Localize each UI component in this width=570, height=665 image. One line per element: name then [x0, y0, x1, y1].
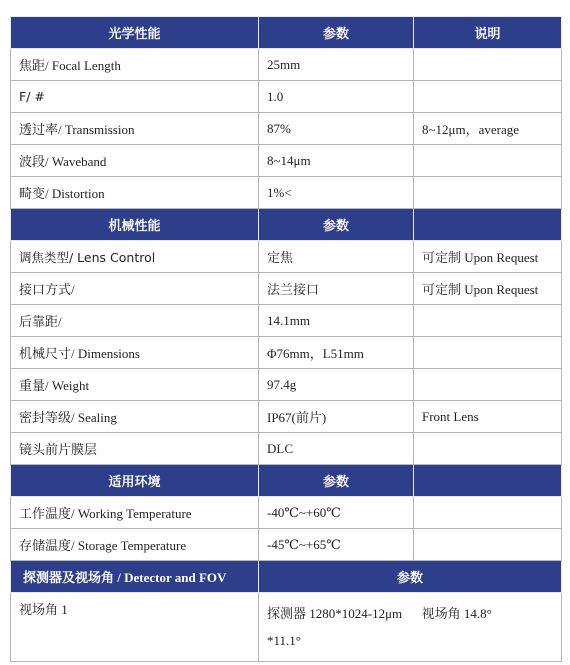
row-name: 调焦类型/ Lens Control [11, 241, 259, 273]
row-value [259, 593, 562, 662]
optical-header-note: 说明 [414, 17, 562, 49]
row-value: 97.4g [259, 369, 414, 401]
row-note [414, 305, 562, 337]
row-note [414, 433, 562, 465]
row-value: 法兰接口 [259, 273, 414, 305]
table-row [11, 401, 562, 433]
table-row [11, 113, 562, 145]
row-name: 接口方式/ [11, 273, 259, 305]
table-row [11, 241, 562, 273]
row-value: 87% [259, 113, 414, 145]
table-row [11, 81, 562, 113]
mechanical-header-row [11, 209, 562, 241]
spec-table [10, 16, 562, 662]
fov-line-1: 探测器 1280*1024-12μm 视场角 14.8° [267, 606, 492, 621]
table-row [11, 529, 562, 561]
row-name: 畸变/ Distortion [11, 177, 259, 209]
row-note: 可定制 Upon Request [414, 241, 562, 273]
table-row [11, 337, 562, 369]
environment-header-row [11, 465, 562, 497]
row-name: 工作温度/ Working Temperature [11, 497, 259, 529]
row-note [414, 529, 562, 561]
row-name: F/ # [11, 81, 259, 113]
table-row [11, 273, 562, 305]
row-value: -45℃~+65℃ [259, 529, 414, 561]
row-value: 1%< [259, 177, 414, 209]
detector-header-name: 探测器及视场角 / Detector and FOV [11, 561, 259, 593]
row-value: DLC [259, 433, 414, 465]
table-row [11, 497, 562, 529]
environment-header-value: 参数 [259, 465, 414, 497]
row-name: 波段/ Waveband [11, 145, 259, 177]
row-value: -40℃~+60℃ [259, 497, 414, 529]
environment-header-name: 适用环境 [11, 465, 259, 497]
row-value: Φ76mm，L51mm [259, 337, 414, 369]
row-name: 存储温度/ Storage Temperature [11, 529, 259, 561]
fov-line-2: *11.1° [267, 633, 301, 648]
row-note [414, 49, 562, 81]
mechanical-header-value: 参数 [259, 209, 414, 241]
row-note [414, 145, 562, 177]
table-row [11, 177, 562, 209]
row-note [414, 81, 562, 113]
optical-header-row [11, 17, 562, 49]
row-value: 8~14μm [259, 145, 414, 177]
optical-header-value: 参数 [259, 17, 414, 49]
detector-header-row [11, 561, 562, 593]
mechanical-header-name: 机械性能 [11, 209, 259, 241]
row-name: 透过率/ Transmission [11, 113, 259, 145]
row-name: 重量/ Weight [11, 369, 259, 401]
row-name: 后靠距/ [11, 305, 259, 337]
row-value: 1.0 [259, 81, 414, 113]
table-row [11, 369, 562, 401]
row-note [414, 369, 562, 401]
row-name: 机械尺寸/ Dimensions [11, 337, 259, 369]
row-note: 可定制 Upon Request [414, 273, 562, 305]
optical-header-name: 光学性能 [11, 17, 259, 49]
row-note [414, 497, 562, 529]
row-name: 焦距/ Focal Length [11, 49, 259, 81]
table-row [11, 305, 562, 337]
row-value: 25mm [259, 49, 414, 81]
row-name: 镜头前片膜层 [11, 433, 259, 465]
table-row [11, 593, 562, 662]
environment-header-note [414, 465, 562, 497]
mechanical-header-note [414, 209, 562, 241]
row-note: 8~12μm，average [414, 113, 562, 145]
detector-header-value: 参数 [259, 561, 562, 593]
row-value: 14.1mm [259, 305, 414, 337]
row-value: IP67(前片) [259, 401, 414, 433]
table-row [11, 145, 562, 177]
table-row [11, 433, 562, 465]
row-note: Front Lens [414, 401, 562, 433]
table-row [11, 49, 562, 81]
row-note [414, 177, 562, 209]
row-name: 密封等级/ Sealing [11, 401, 259, 433]
row-note [414, 337, 562, 369]
row-value: 定焦 [259, 241, 414, 273]
row-name: 视场角 1 [11, 593, 259, 662]
